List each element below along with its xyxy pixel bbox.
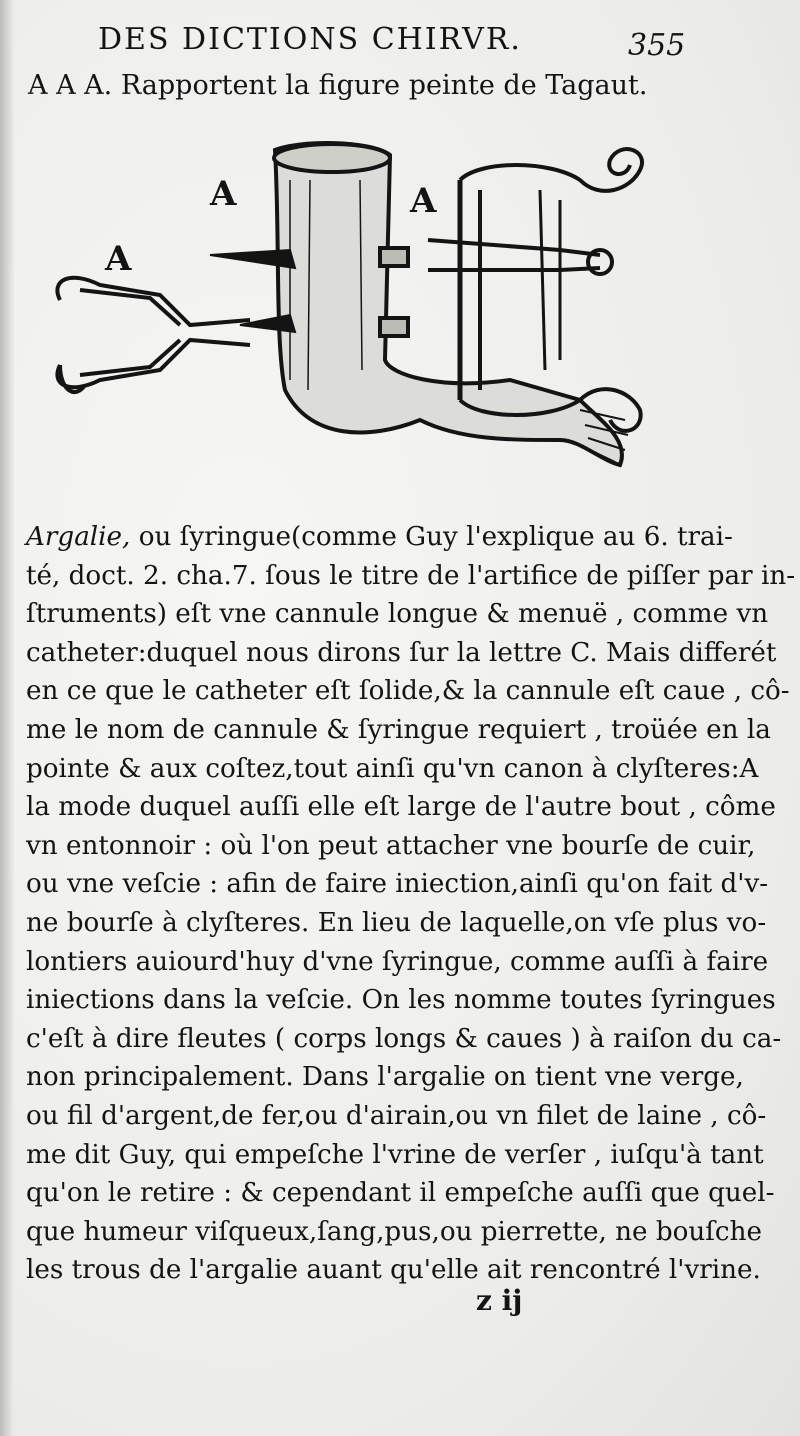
text-line: me le nom de cannule & ſyringue requiert , troüée en la bbox=[26, 714, 771, 745]
text-line: c'eſt à dire fleutes ( corps longs & caues ) à raiſon du ca- bbox=[26, 1023, 782, 1054]
lemma-word: Argalie, bbox=[26, 522, 131, 552]
running-title: DES DICTIONS CHIRVR. bbox=[98, 22, 522, 57]
page-number: 355 bbox=[628, 28, 686, 63]
figure-label-a-left: A bbox=[105, 239, 132, 279]
text-line: que humeur viſqueux,ſang,pus,ou pierrette, ne bouſche bbox=[26, 1216, 762, 1247]
text-line: ne bourſe à clyſteres. En lieu de laquelle,on vſe plus vo- bbox=[26, 907, 767, 938]
figure-caption: A A A. Rapportent la figure peinte de Tagaut. bbox=[28, 70, 648, 101]
figure-label-a-top-right: A bbox=[410, 181, 437, 221]
text-line: Argalie, ou ſyringue(comme Guy l'explique au 6. trai- bbox=[26, 522, 733, 552]
text-line: lontiers auiourd'huy d'vne ſyringue, comme auſſi à faire bbox=[26, 946, 769, 977]
text-line: qu'on le retire : & cependant il empeſche auſſi que quel- bbox=[26, 1178, 775, 1209]
text-line: en ce que le catheter eſt ſolide,& la cannule eſt caue , cô- bbox=[26, 676, 790, 707]
text-line: té, doct. 2. cha.7. ſous le titre de l'artifice de piſſer par in- bbox=[26, 560, 796, 591]
text-line: ou vne veſcie : afin de faire iniection,ainſi qu'on fait d'v- bbox=[26, 869, 769, 900]
woodcut-illustration bbox=[40, 120, 680, 500]
text-line: pointe & aux coſtez,tout ainſi qu'vn canon à clyſteres:A bbox=[26, 753, 759, 784]
text-line: me dit Guy, qui empeſche l'vrine de verſer , iuſqu'à tant bbox=[26, 1139, 764, 1170]
text-line: ſtruments) eſt vne cannule longue & menuë , comme vn bbox=[26, 599, 769, 630]
text-line: la mode duquel auſſi elle eſt large de l'autre bout , côme bbox=[26, 792, 776, 823]
text-line: non principalement. Dans l'argalie on tient vne verge, bbox=[26, 1062, 744, 1093]
text-line: catheter:duquel nous dirons ſur la lettre C. Mais differét bbox=[26, 637, 777, 668]
page-gutter-shadow bbox=[0, 0, 14, 1436]
text-line: les trous de l'argalie auant qu'elle ait rencontré l'vrine. bbox=[26, 1255, 761, 1286]
text-line: iniections dans la veſcie. On les nomme toutes ſyringues bbox=[26, 985, 776, 1016]
figure-label-a-top-left: A bbox=[210, 174, 237, 214]
text-line: vn entonnoir : où l'on peut attacher vne bourſe de cuir, bbox=[26, 830, 756, 861]
body-paragraph bbox=[26, 518, 796, 1290]
text-line: ou fil d'argent,de fer,ou d'airain,ou vn filet de laine , cô- bbox=[26, 1100, 767, 1131]
signature-mark: z ij bbox=[476, 1284, 523, 1317]
